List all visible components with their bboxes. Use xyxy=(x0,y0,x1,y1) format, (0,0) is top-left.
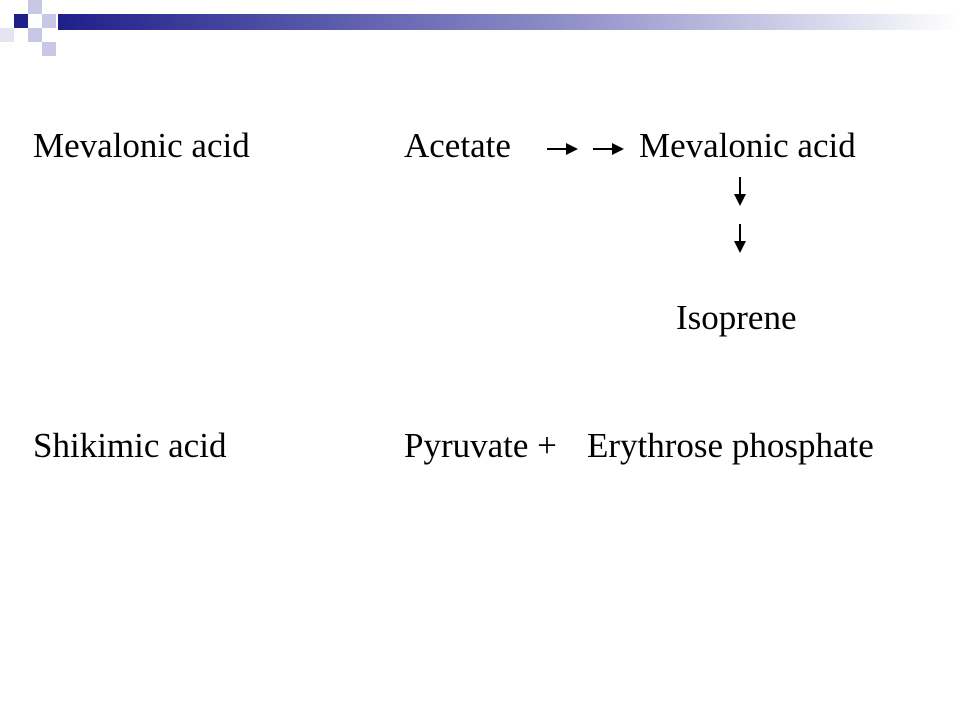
down-arrow-icon-2 xyxy=(734,224,746,253)
header-square-light-3 xyxy=(28,28,42,42)
header-square-light-4 xyxy=(42,42,56,56)
down-arrow-icon-1 xyxy=(734,177,746,206)
co-precursor-erythrose-phosphate: Erythrose phosphate xyxy=(587,426,874,465)
intermediate-mevalonic-acid: Mevalonic acid xyxy=(639,126,856,165)
right-arrow-icon-1 xyxy=(547,143,578,155)
header-gradient-bar xyxy=(58,14,960,30)
right-arrow-icon-2 xyxy=(593,143,624,155)
precursor-acetate: Acetate xyxy=(404,126,511,165)
header-square-light-2 xyxy=(42,14,56,28)
product-isoprene: Isoprene xyxy=(676,298,797,337)
pathway-name-mevalonic: Mevalonic acid xyxy=(33,126,250,165)
slide-header-decoration xyxy=(0,0,960,60)
header-square-dark xyxy=(14,14,28,28)
pathway-name-shikimic: Shikimic acid xyxy=(33,426,227,465)
precursor-pyruvate: Pyruvate + xyxy=(404,426,557,465)
header-square-light-1 xyxy=(28,0,42,14)
header-square-mid xyxy=(0,28,14,42)
